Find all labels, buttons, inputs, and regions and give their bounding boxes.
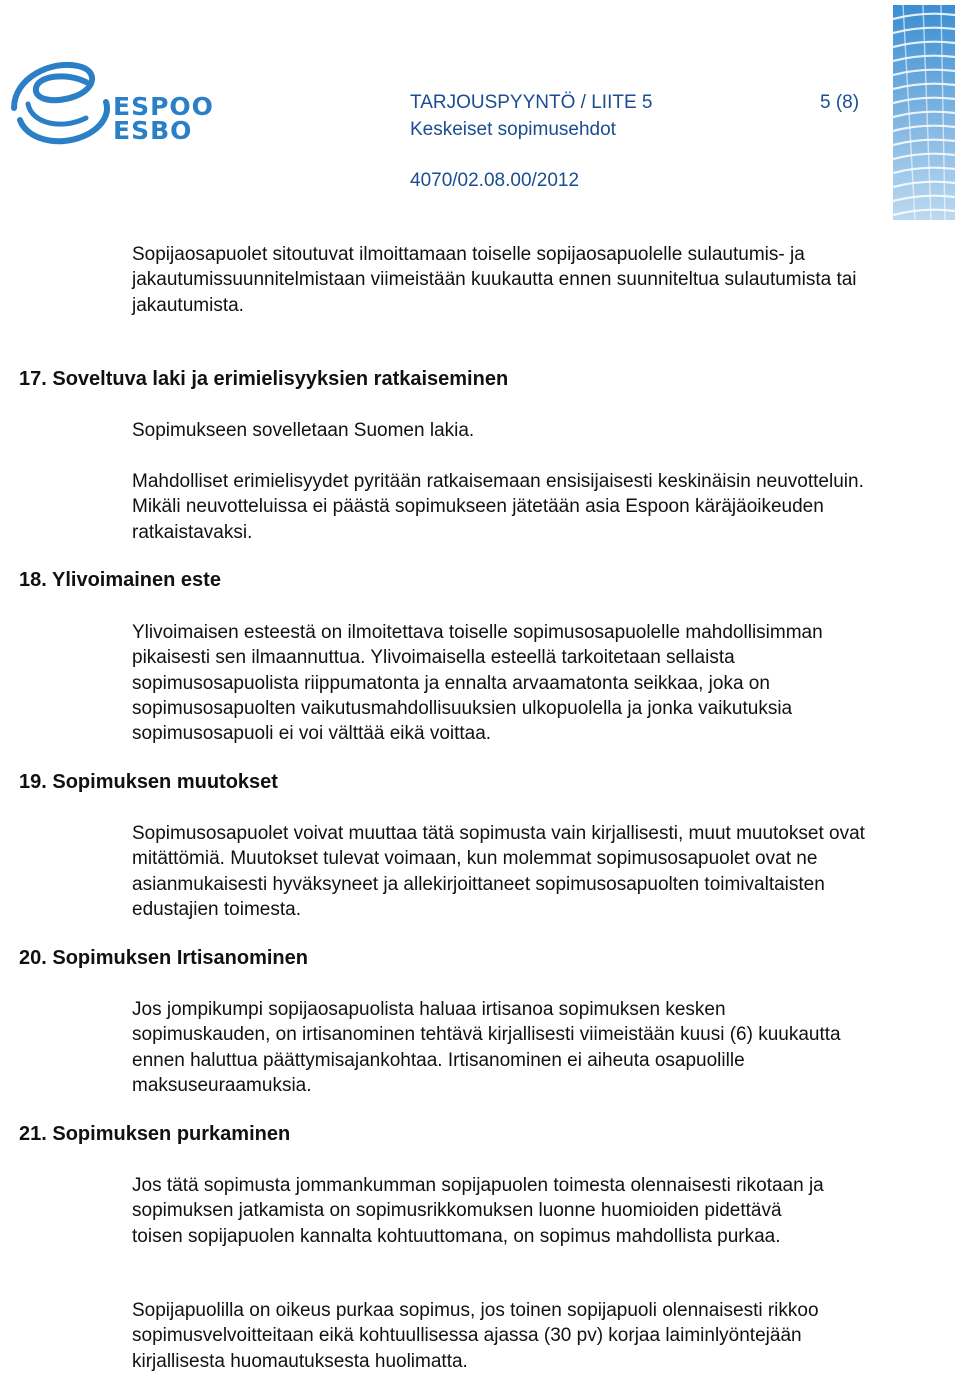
section-20-heading: 20. Sopimuksen Irtisanominen <box>19 947 308 969</box>
intro-paragraph: Sopijaosapuolet sitoutuvat ilmoittamaan toiselle sopijaosapuolelle sulautumis- ja jakautumissuunnitelmistaan viimeistään kuukautta ennen suunniteltua sulautumista tai jakautumista. <box>132 244 857 316</box>
logo-text-esbo: ESBO <box>113 116 193 145</box>
section-19-paragraph-1: Sopimusosapuolet voivat muuttaa tätä sopimusta vain kirjallisesti, muut muutokset ovat mitättömiä. Muutokset tulevat voimaan, kun molemmat sopimusosapuolet ovat ne asianmukaisesti hyväksyneet ja allekirjoittaneet sopimusosapuolten toimivaltaisten edustajien toimesta. <box>132 823 865 920</box>
logo-text-espoo: ESPOO <box>113 92 214 121</box>
section-18-heading: 18. Ylivoimainen este <box>19 569 221 591</box>
section-21-paragraph-2: Sopijapuolilla on oikeus purkaa sopimus, jos toinen sopijapuoli olennaisesti rikkoo sopimusvelvoitteitaan eikä kohtuullisessa ajassa (30 pv) korjaa laiminlyöntejään kirjallisesta huomautuksesta huolimatta. <box>132 1300 819 1372</box>
section-18-paragraph-1: Ylivoimaisen esteestä on ilmoitettava toiselle sopimusosapuolelle mahdollisimman pikaisesti sen ilmaannuttua. Ylivoimaisella esteellä tarkoitetaan sellaista sopimusosapuolista riippumatonta ja ennalta arvaamatonta seikkaa, joka on sopimusosapuolten vaikutusmahdollisuuksien ulkopuolella ja jonka vaikutuksia sopimusosapuoli ei voi välttää eikä voittaa. <box>132 622 823 745</box>
header-subtitle: Keskeiset sopimusehdot <box>410 119 616 140</box>
section-17-paragraph-1: Sopimukseen sovelletaan Suomen lakia. <box>132 420 475 441</box>
espoo-swirl-icon <box>6 58 116 148</box>
espoo-logo <box>6 58 214 148</box>
section-17-heading: 17. Soveltuva laki ja erimielisyyksien ratkaiseminen <box>19 368 509 390</box>
section-21-heading: 21. Sopimuksen purkaminen <box>19 1123 291 1145</box>
section-20-paragraph-1: Jos jompikumpi sopijaosapuolista haluaa irtisanoa sopimuksen kesken sopimuskauden, on irtisanominen tehtävä kirjallisesti viimeistään kuusi (6) kuukautta ennen haluttua päättymisajankohtaa. Irtisanominen ei aiheuta osapuolille maksuseuraamuksia. <box>132 999 841 1096</box>
section-17-paragraph-2: Mahdolliset erimielisyydet pyritään ratkaisemaan ensisijaisesti keskinäisin neuvotteluin. Mikäli neuvotteluissa ei päästä sopimukseen jätetään asia Espoon käräjäoikeuden ratkaistavaksi. <box>132 471 864 543</box>
header-title: TARJOUSPYYNTÖ / LIITE 5 <box>410 92 653 113</box>
page-number: 5 (8) <box>820 92 860 113</box>
reference-number: 4070/02.08.00/2012 <box>410 170 580 191</box>
section-19-heading: 19. Sopimuksen muutokset <box>19 771 278 793</box>
section-21-paragraph-1: Jos tätä sopimusta jommankumman sopijapuolen toimesta olennaisesti rikotaan ja sopimuksen jatkamista on sopimusrikkomuksen luonne huomioiden pidettävä toisen sopijapuolen kannalta kohtuuttomana, on sopimus mahdollista purkaa. <box>132 1175 824 1247</box>
corner-pattern-decoration <box>893 5 955 220</box>
